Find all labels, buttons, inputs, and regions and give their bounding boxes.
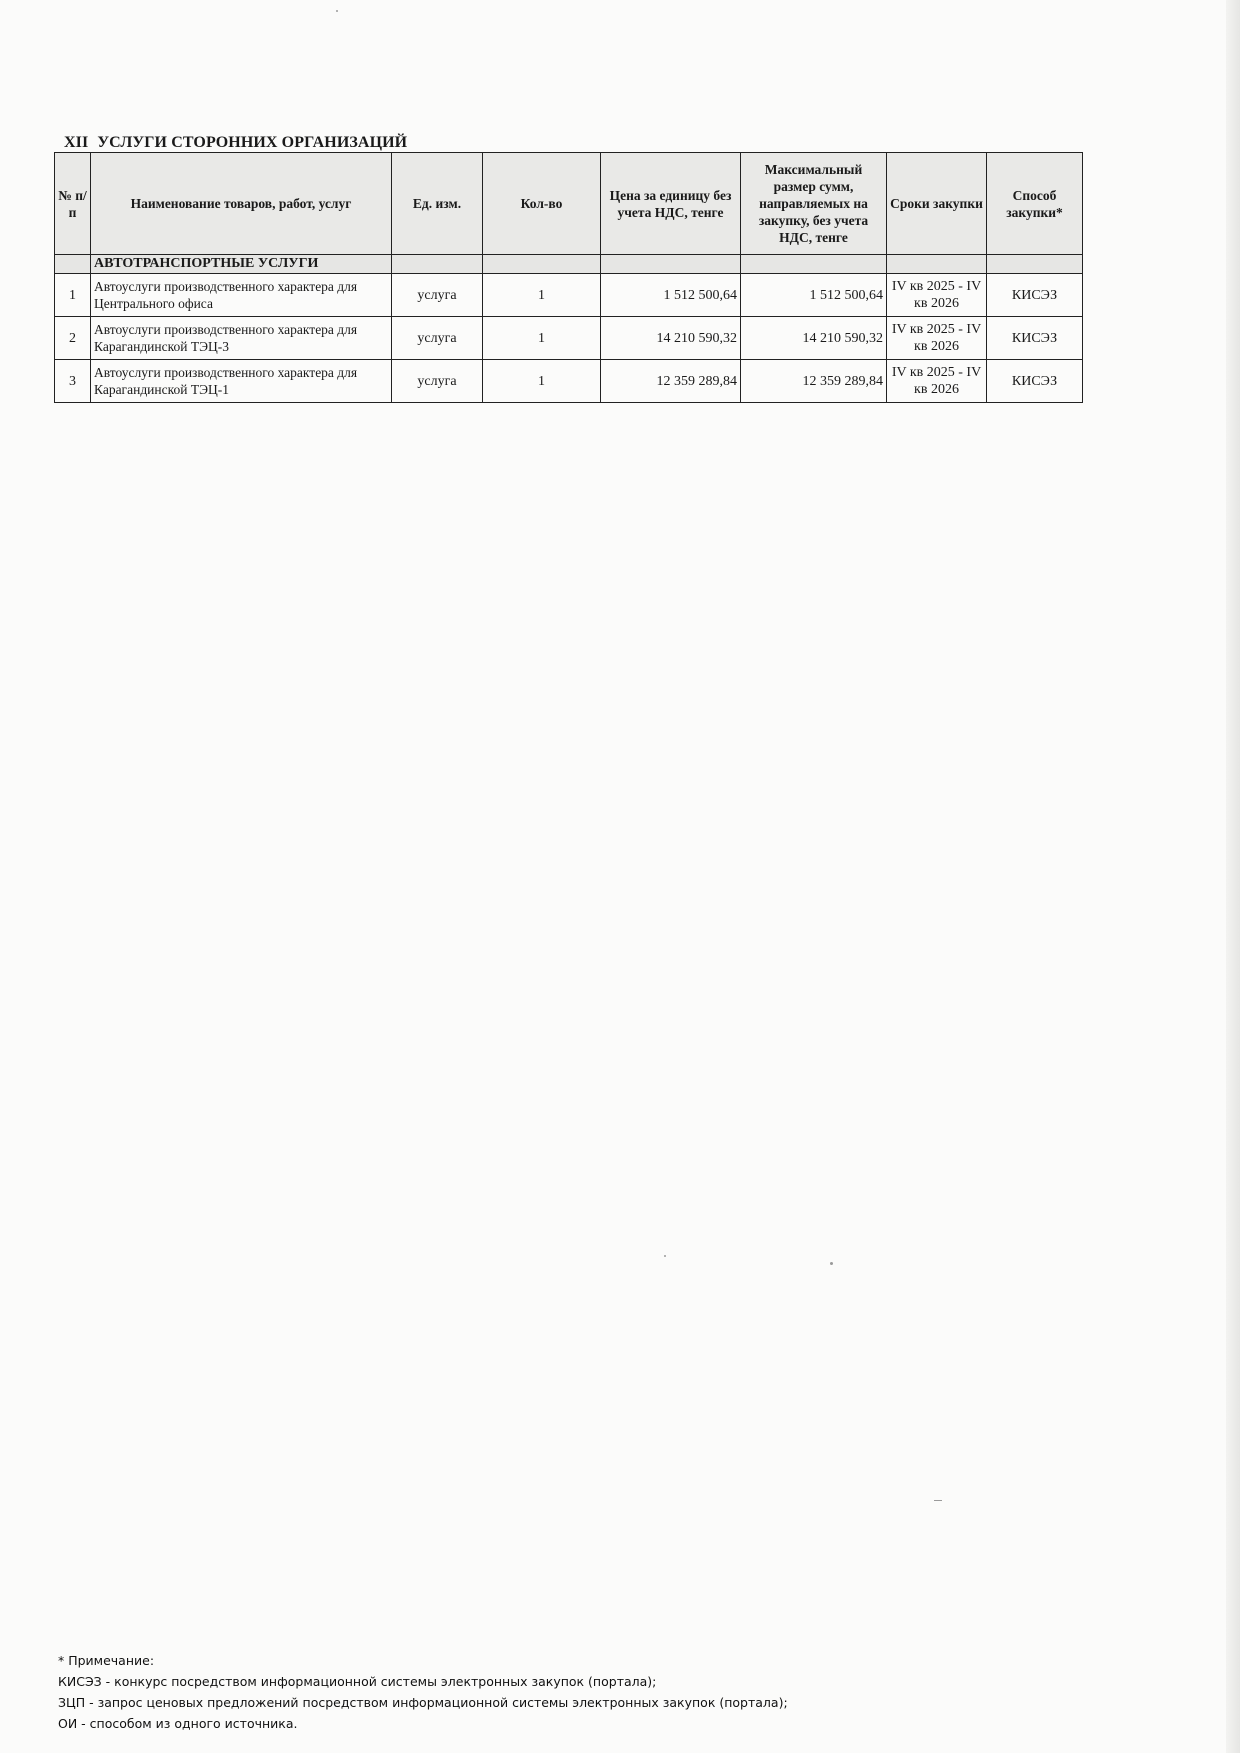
services-table — [54, 152, 1083, 403]
header-method: Способ закупки* — [987, 153, 1083, 255]
row-max-sum: 12 359 289,84 — [741, 360, 887, 403]
section-number: XII — [64, 134, 89, 151]
row-unit: услуга — [392, 317, 483, 360]
row-method: КИСЭЗ — [987, 317, 1083, 360]
footnote-line: ОИ - способом из одного источника. — [58, 1716, 298, 1731]
footnote-line: ЗЦП - запрос ценовых предложений посредством информационной системы электронных закупок (портала); — [58, 1695, 788, 1710]
row-method: КИСЭЗ — [987, 274, 1083, 317]
scan-edge — [1226, 0, 1240, 1753]
group-empty-cell — [483, 255, 601, 274]
group-empty-cell — [741, 255, 887, 274]
row-unit: услуга — [392, 360, 483, 403]
table-row — [55, 360, 1083, 403]
row-term: IV кв 2025 - IV кв 2026 — [887, 360, 987, 403]
group-empty-cell — [55, 255, 91, 274]
row-quantity: 1 — [483, 317, 601, 360]
footnote-title: * Примечание: — [58, 1653, 155, 1668]
group-empty-cell — [887, 255, 987, 274]
row-term: IV кв 2025 - IV кв 2026 — [887, 274, 987, 317]
header-number: № п/п — [55, 153, 91, 255]
header-term: Сроки закупки — [887, 153, 987, 255]
section-heading: УСЛУГИ СТОРОННИХ ОРГАНИЗАЦИЙ — [97, 134, 408, 151]
header-quantity: Кол-во — [483, 153, 601, 255]
table-row — [55, 317, 1083, 360]
row-name: Автоуслуги производственного характера для Карагандинской ТЭЦ-3 — [91, 317, 392, 360]
row-max-sum: 1 512 500,64 — [741, 274, 887, 317]
row-number: 2 — [55, 317, 91, 360]
row-number: 3 — [55, 360, 91, 403]
header-name: Наименование товаров, работ, услуг — [91, 153, 392, 255]
header-unit-price: Цена за единицу без учета НДС, тенге — [601, 153, 741, 255]
group-empty-cell — [392, 255, 483, 274]
row-name: Автоуслуги производственного характера для Карагандинской ТЭЦ-1 — [91, 360, 392, 403]
row-quantity: 1 — [483, 274, 601, 317]
row-name: Автоуслуги производственного характера для Центрального офиса — [91, 274, 392, 317]
table-header-row — [55, 153, 1083, 255]
group-empty-cell — [987, 255, 1083, 274]
footnote — [58, 1650, 788, 1734]
row-unit-price: 1 512 500,64 — [601, 274, 741, 317]
row-method: КИСЭЗ — [987, 360, 1083, 403]
row-term: IV кв 2025 - IV кв 2026 — [887, 317, 987, 360]
scan-speck — [336, 10, 338, 12]
scan-speck — [934, 1500, 942, 1501]
row-quantity: 1 — [483, 360, 601, 403]
scan-speck — [664, 1255, 666, 1257]
footnote-line: КИСЭЗ - конкурс посредством информационной системы электронных закупок (портала); — [58, 1674, 657, 1689]
group-empty-cell — [601, 255, 741, 274]
section-title — [64, 134, 407, 152]
row-unit-price: 12 359 289,84 — [601, 360, 741, 403]
row-max-sum: 14 210 590,32 — [741, 317, 887, 360]
row-unit: услуга — [392, 274, 483, 317]
header-max-sum: Максимальный размер сумм, направляемых на закупку, без учета НДС, тенге — [741, 153, 887, 255]
header-unit: Ед. изм. — [392, 153, 483, 255]
scan-speck — [830, 1262, 833, 1265]
table-row — [55, 274, 1083, 317]
group-label: АВТОТРАНСПОРТНЫЕ УСЛУГИ — [91, 255, 392, 274]
row-number: 1 — [55, 274, 91, 317]
group-row — [55, 255, 1083, 274]
row-unit-price: 14 210 590,32 — [601, 317, 741, 360]
